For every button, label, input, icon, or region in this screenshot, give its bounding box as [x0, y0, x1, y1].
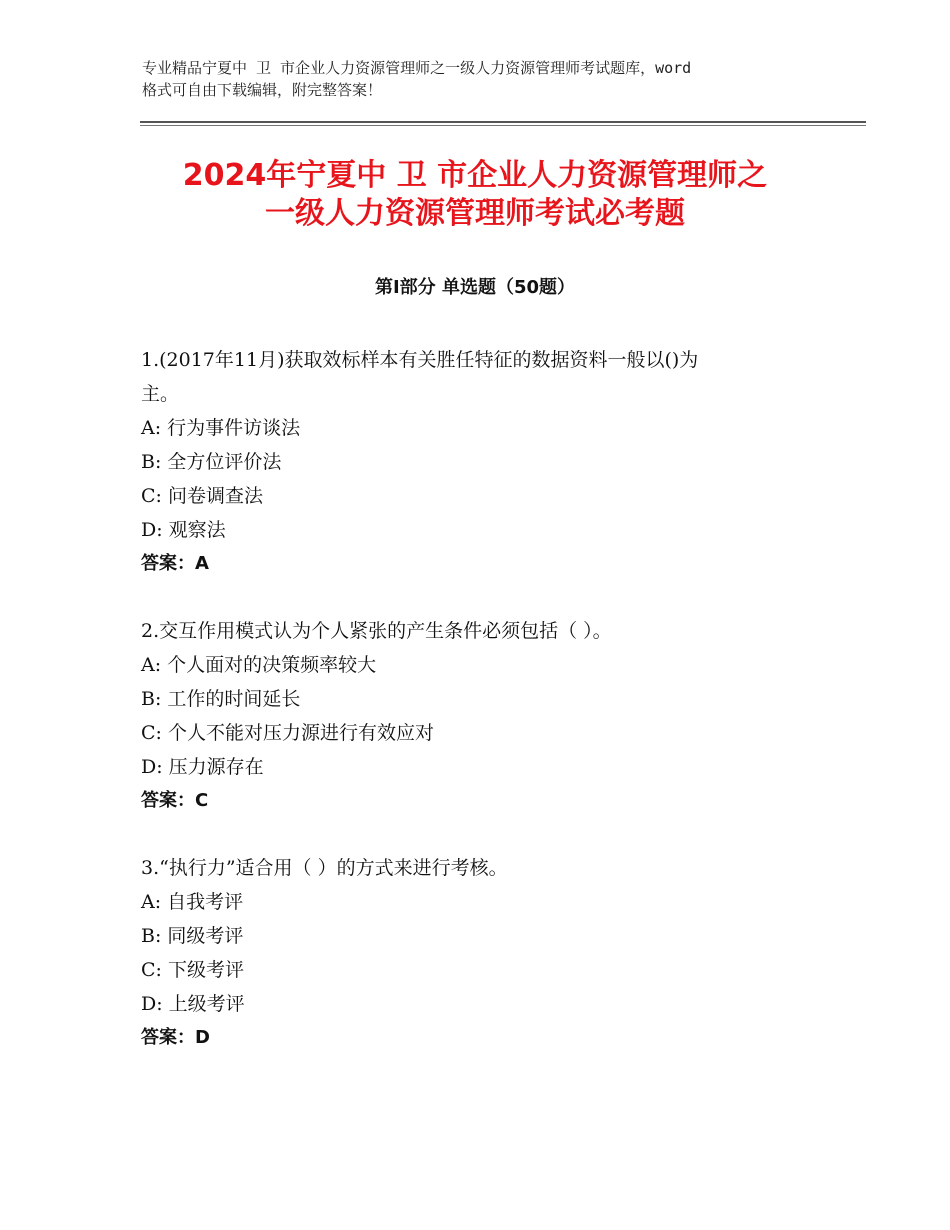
- option-a: A: 自我考评: [141, 891, 244, 913]
- option-c: C: 问卷调查法: [141, 485, 263, 507]
- question-list: [141, 343, 821, 1088]
- question-text: 1.(2017年11月)获取效标样本有关胜任特征的数据资料一般以()为 主。: [141, 349, 699, 405]
- question-text: 2.交互作用模式认为个人紧张的产生条件必须包括（ ）。: [141, 620, 612, 642]
- option-c: C: 下级考评: [141, 959, 244, 981]
- question-3: [141, 851, 821, 1055]
- answer: 答案：C: [141, 790, 209, 811]
- question-1: [141, 343, 821, 581]
- option-b: B: 同级考评: [141, 925, 244, 947]
- document-title: 2024年宁夏中 卫 市企业人力资源管理师之 一级人力资源管理师考试必考题: [182, 158, 768, 231]
- option-d: D: 观察法: [141, 519, 226, 541]
- option-b: B: 工作的时间延长: [141, 688, 301, 710]
- answer: 答案：D: [141, 1027, 210, 1048]
- header-rule-thick: [140, 121, 866, 123]
- option-a: A: 个人面对的决策频率较大: [141, 654, 377, 676]
- question-2: [141, 614, 821, 818]
- section-heading: 第Ⅰ部分 单选题（50题）: [374, 277, 575, 298]
- header-note: 专业精品宁夏中 卫 市企业人力资源管理师之一级人力资源管理师考试题库，word 格式可自由下载编辑，附完整答案！: [142, 59, 692, 99]
- question-text: 3.“执行力”适合用（ ）的方式来进行考核。: [141, 857, 508, 879]
- header-rule-thin: [140, 125, 866, 126]
- option-b: B: 全方位评价法: [141, 451, 282, 473]
- option-d: D: 压力源存在: [141, 756, 264, 778]
- option-a: A: 行为事件访谈法: [141, 417, 301, 439]
- answer: 答案：A: [141, 553, 209, 574]
- option-c: C: 个人不能对压力源进行有效应对: [141, 722, 434, 744]
- option-d: D: 上级考评: [141, 993, 245, 1015]
